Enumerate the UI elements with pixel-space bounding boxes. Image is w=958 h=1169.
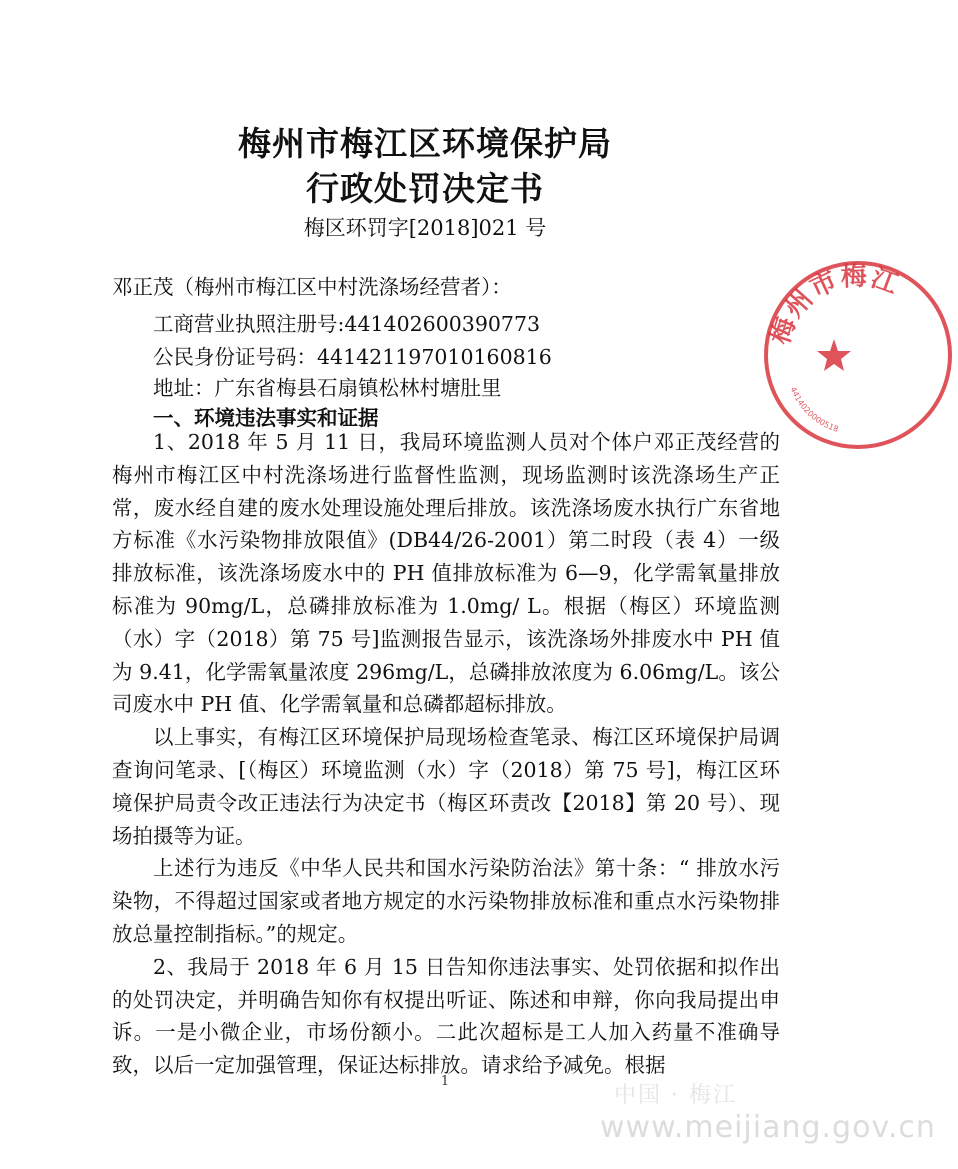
seal-serial: 4414020000518 <box>788 385 840 434</box>
watermark-url: www.meijiang.gov.cn <box>600 1110 936 1145</box>
paragraph-monitoring-facts: 1、2018 年 5 月 11 日，我局环境监测人员对个体户邓正茂经营的梅州市梅江区中村洗涤场进行监督性监测，现场监测时该洗涤场生产正常，废水经自建的废水处理设施处理后排放。该洗涤场废水执行广东省地方标准《水污染物排放限值》(DB44/26-2001）第二时段（表 4）一级排放标准，该洗涤场废水中的 PH 值排放标准为 6—9，化学需氧量排放标准为 90mg/L，总磷排放标准为 1.0mg/ L。根据（梅区）环境监测（水）字（2018）第 75 号]监测报告显示，该洗涤场外排废水中 PH 值为 9.41，化学需氧量浓度 296mg/L，总磷排放浓度为 6.06mg/L。该公司废水中 PH 值、化学需氧量和总磷都超标排放。 <box>112 430 780 717</box>
citizen-id-number: 公民身份证号码：441421197010160816 <box>153 345 552 369</box>
paragraph-notification: 2、我局于 2018 年 6 月 15 日告知你违法事实、处罚依据和拟作出的处罚决定，并明确告知你有权提出听证、陈述和申辩，你向我局提出申诉。一是小微企业，市场份额小。二此次超标是工人加入药量不准确导致，以后一定加强管理，保证达标排放。请求给予减免。根据 <box>112 954 780 1078</box>
party-name: 邓正茂（梅州市梅江区中村洗涤场经营者）： <box>112 275 512 299</box>
seal-star-icon <box>817 339 851 371</box>
seal-text: 梅州市梅江 <box>765 261 904 349</box>
document-number: 梅区环罚字[2018]021 号 <box>303 216 547 240</box>
business-license-number: 工商营业执照注册号:441402600390773 <box>153 312 541 336</box>
paragraph-evidence: 以上事实，有梅江区环境保护局现场检查笔录、梅江区环境保护局调查询问笔录、[（梅区）环境监测（水）字（2018）第 75 号]，梅江区环境保护局责令改正违法行为决定书（梅区环责改【2018】第 20 号）、现场拍摄等为证。 <box>112 725 780 848</box>
section-heading-facts: 一、环境违法事实和证据 <box>153 406 379 430</box>
page-number: 1 <box>440 1074 450 1089</box>
svg-text:梅州市梅江 <box>765 262 903 349</box>
svg-text:4414020000518 <box>789 386 840 434</box>
official-seal-stamp <box>758 255 958 455</box>
paragraph-legal-basis: 上述行为违反《中华人民共和国水污染防治法》第十条：“ 排放水污染物，不得超过国家或者地方规定的水污染物排放标准和重点水污染物排放总量控制指标。”的规定。 <box>112 856 780 946</box>
watermark-site-name: 中国 · 梅江 <box>614 1083 737 1108</box>
party-address: 地址：广东省梅县石扇镇松林村塘肚里 <box>153 376 502 400</box>
document-title-type: 行政处罚决定书 <box>306 169 544 208</box>
document-title-agency: 梅州市梅江区环境保护局 <box>238 124 612 163</box>
document-body <box>112 426 780 1082</box>
